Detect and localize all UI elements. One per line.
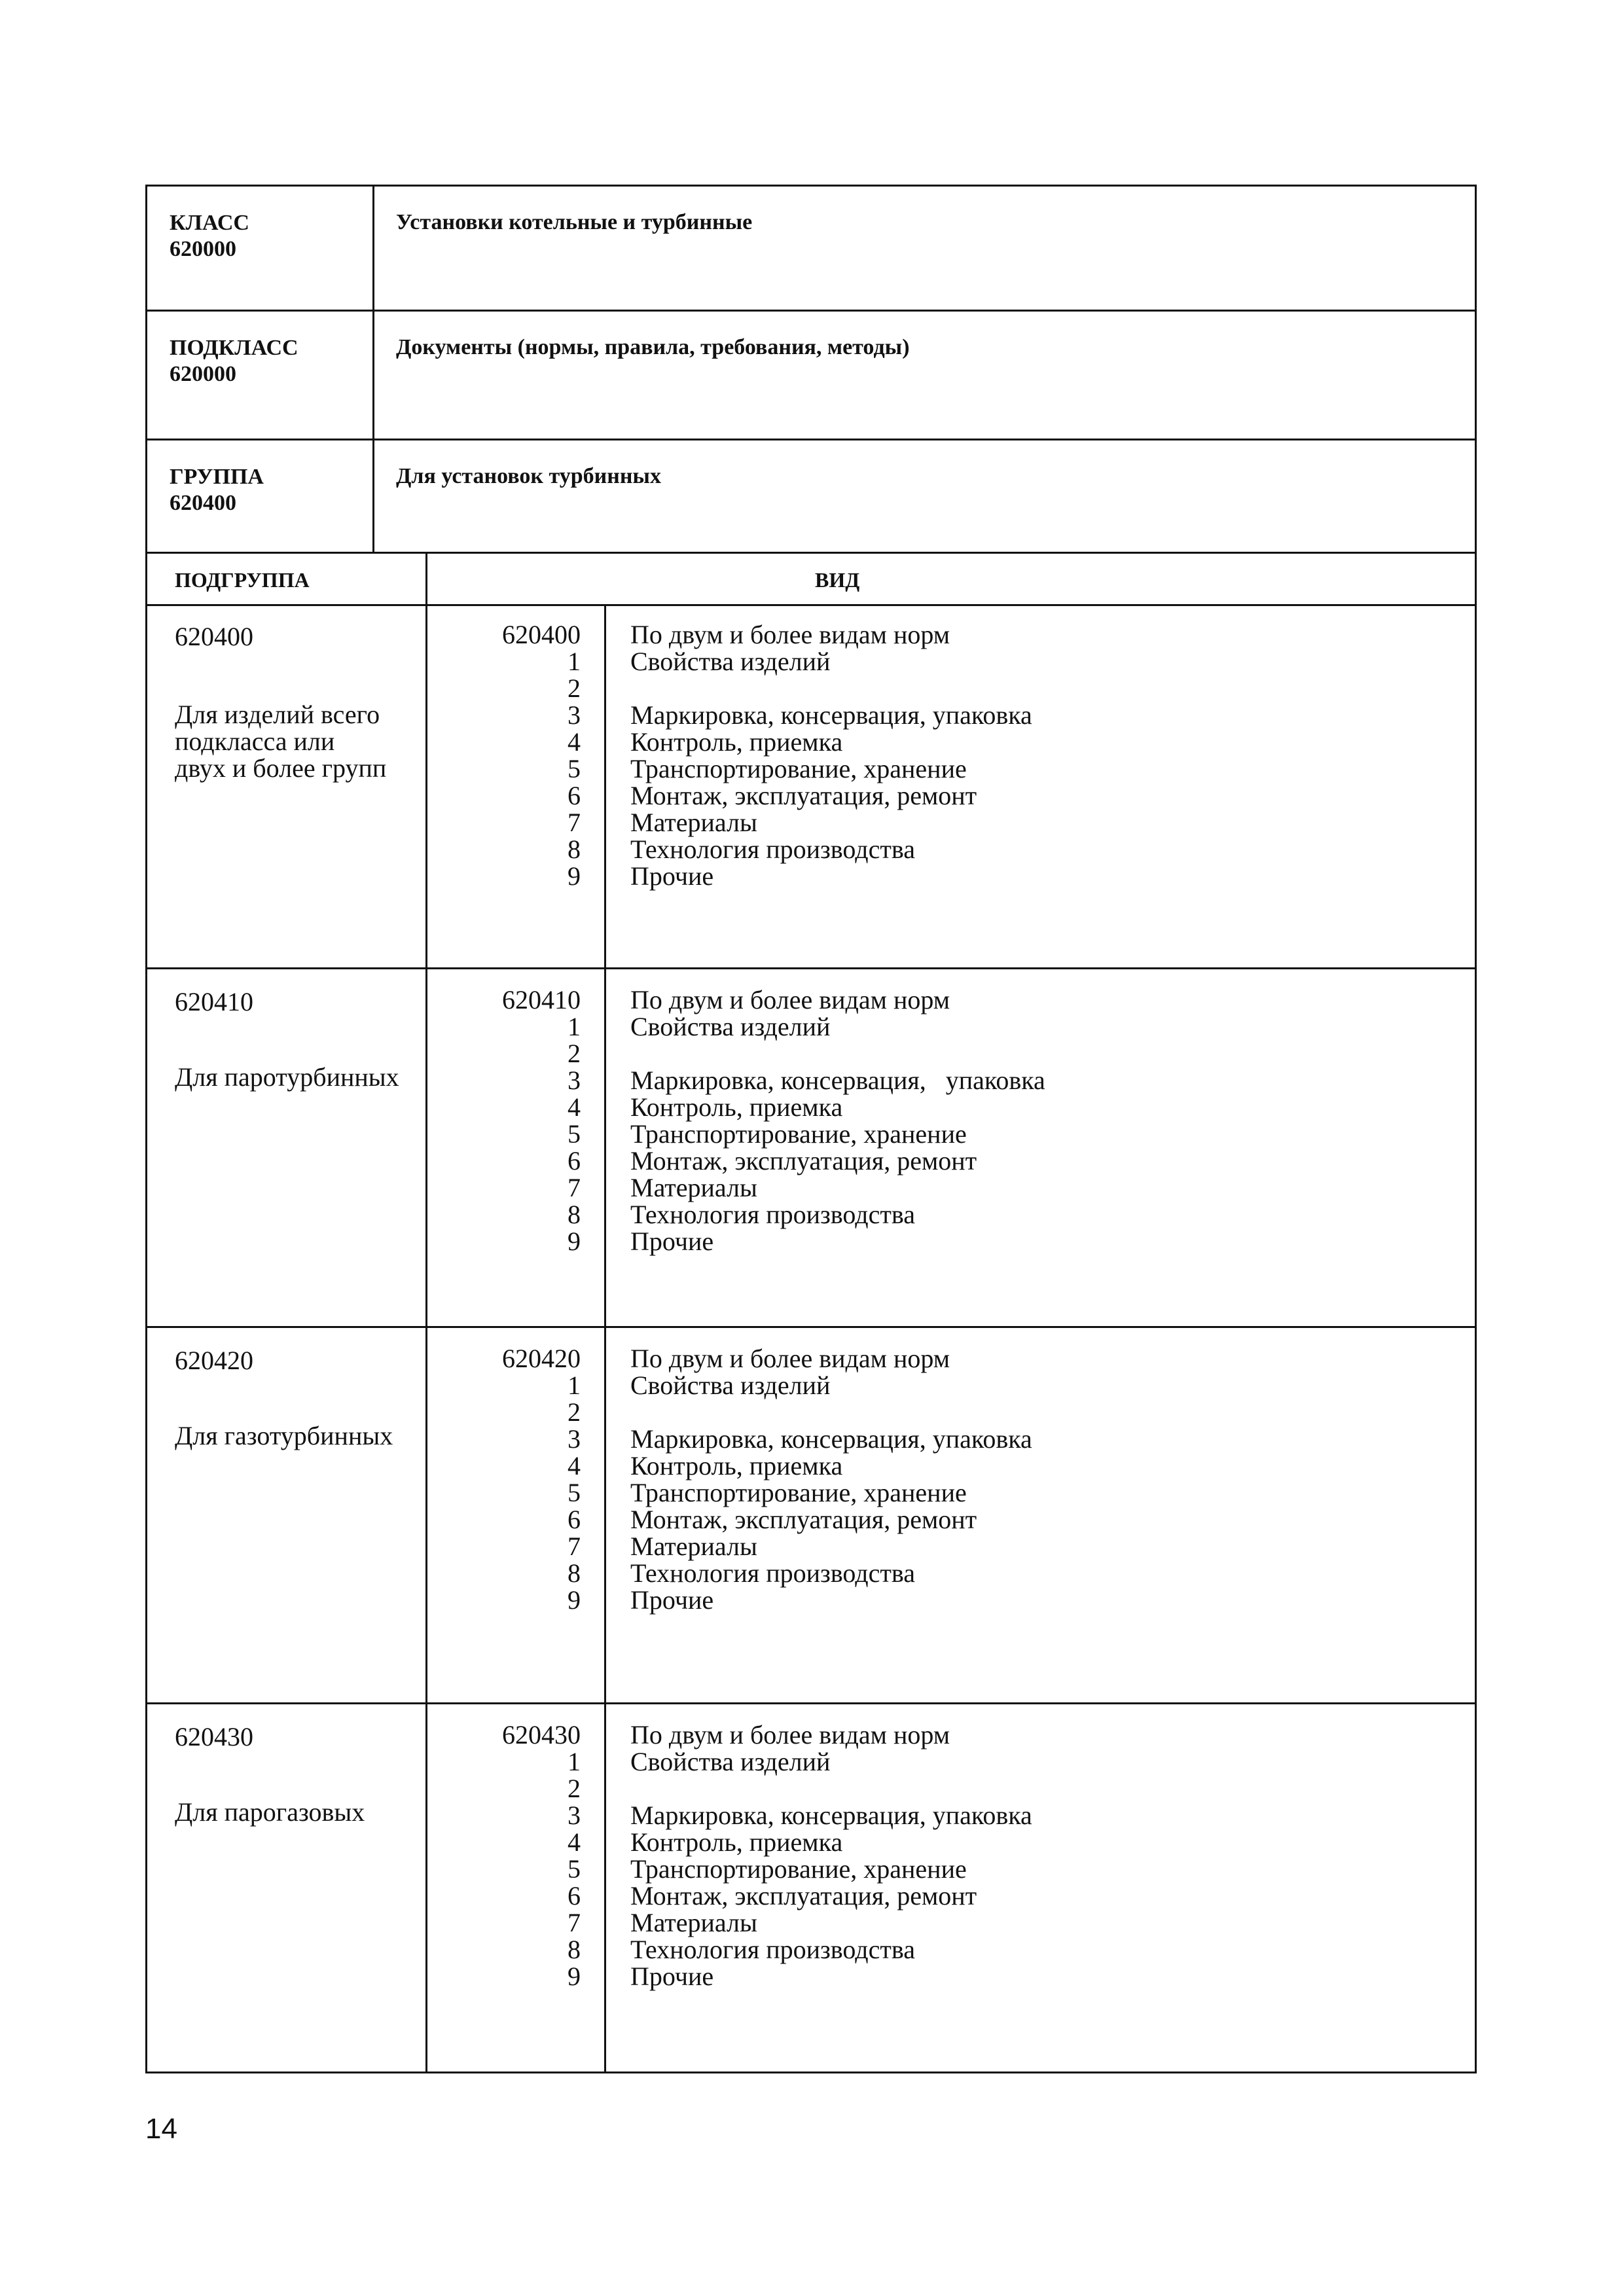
vid-code: 3 xyxy=(568,1801,581,1830)
vid-item: По двум и более видам норм xyxy=(630,985,950,1014)
vid-item: Контроль, приемка xyxy=(630,1827,843,1857)
group-label: ГРУППА xyxy=(170,465,264,489)
vid-item: Маркировка, консервация, упаковка xyxy=(630,1801,1032,1830)
vid-item: Материалы xyxy=(630,808,757,837)
vid-code: 6 xyxy=(568,1881,581,1910)
vid-item: По двум и более видам норм xyxy=(630,1720,950,1749)
vid-item xyxy=(630,675,1032,702)
vid-code: 7 xyxy=(568,808,581,837)
vid-codes xyxy=(450,1721,581,1990)
vid-code: 4 xyxy=(568,1451,581,1480)
vid-code: 620410 xyxy=(502,985,581,1014)
vid-code: 620420 xyxy=(502,1344,581,1373)
vid-item: Технология производства xyxy=(630,1935,915,1964)
class-label-cell xyxy=(170,210,249,262)
group-block xyxy=(145,439,1477,554)
vid-code: 7 xyxy=(568,1173,581,1202)
subgroup-name-line: двух и более групп xyxy=(175,753,387,783)
vid-code: 4 xyxy=(568,1092,581,1122)
vid-code: 5 xyxy=(568,754,581,783)
divider xyxy=(425,554,427,604)
group-description: Для установок турбинных xyxy=(396,464,661,488)
vid-code: 6 xyxy=(568,1146,581,1175)
vid-code: 8 xyxy=(568,1558,581,1588)
vid-code: 9 xyxy=(568,1962,581,1991)
subgroup-code: 620420 xyxy=(175,1346,253,1375)
vid-code: 2 xyxy=(568,1774,581,1803)
vid-items xyxy=(630,621,1032,889)
class-code: 620000 xyxy=(170,237,236,261)
subclass-label-cell xyxy=(170,335,298,387)
subgroup-code: 620400 xyxy=(175,622,253,651)
vid-code: 2 xyxy=(568,1397,581,1427)
vid-item: Контроль, приемка xyxy=(630,1451,843,1480)
vid-code: 5 xyxy=(568,1119,581,1149)
vid-item: Транспортирование, хранение xyxy=(630,754,967,783)
vid-code: 4 xyxy=(568,1827,581,1857)
divider xyxy=(372,440,374,552)
subgroup-name-line: Для изделий всего xyxy=(175,700,380,729)
vid-code: 2 xyxy=(568,1039,581,1068)
vid-code: 8 xyxy=(568,1200,581,1229)
vid-code: 1 xyxy=(568,1012,581,1041)
subgroup-code: 620430 xyxy=(175,1722,253,1751)
vid-code: 5 xyxy=(568,1854,581,1884)
vid-item xyxy=(630,1399,1032,1426)
subgroup-name-line: Для парогазовых xyxy=(175,1797,365,1827)
subgroup-name-line: подкласса или xyxy=(175,726,335,756)
vid-item: Монтаж, эксплуатация, ремонт xyxy=(630,1146,977,1175)
vid-item: По двум и более видам норм xyxy=(630,620,950,649)
subgroup-name xyxy=(175,701,386,781)
vid-items xyxy=(630,986,1045,1255)
class-label: КЛАСС xyxy=(170,211,249,235)
vid-codes xyxy=(450,621,581,889)
vid-item: Транспортирование, хранение xyxy=(630,1854,967,1884)
vid-code: 5 xyxy=(568,1478,581,1507)
vid-codes xyxy=(450,1345,581,1613)
vid-item: Технология производства xyxy=(630,1200,915,1229)
vid-code: 6 xyxy=(568,1505,581,1534)
subclass-block xyxy=(145,310,1477,440)
vid-item: Прочие xyxy=(630,1227,714,1256)
vid-item: Монтаж, эксплуатация, ремонт xyxy=(630,781,977,810)
table-row xyxy=(147,967,1475,1326)
vid-item: Материалы xyxy=(630,1908,757,1937)
table-header xyxy=(147,554,1475,606)
subclass-description: Документы (нормы, правила, требования, методы) xyxy=(396,335,910,359)
vid-code: 3 xyxy=(568,1424,581,1454)
vid-item xyxy=(630,1040,1045,1067)
vid-item: Маркировка, консервация, упаковка xyxy=(630,1424,1032,1454)
vid-item: По двум и более видам норм xyxy=(630,1344,950,1373)
vid-code: 3 xyxy=(568,700,581,730)
vid-code: 8 xyxy=(568,1935,581,1964)
vid-item: Материалы xyxy=(630,1173,757,1202)
vid-items xyxy=(630,1345,1032,1613)
subgroup-name xyxy=(175,1064,399,1090)
vid-code: 9 xyxy=(568,1227,581,1256)
vid-code: 2 xyxy=(568,673,581,703)
page-number: 14 xyxy=(145,2113,177,2145)
divider xyxy=(372,312,374,439)
subclass-code: 620000 xyxy=(170,362,236,386)
table-row xyxy=(147,604,1475,967)
vid-column-header: ВИД xyxy=(815,568,860,592)
subclass-label: ПОДКЛАСС xyxy=(170,336,298,360)
vid-item: Контроль, приемка xyxy=(630,1092,843,1122)
class-block xyxy=(145,185,1477,312)
vid-item: Маркировка, консервация, упаковка xyxy=(630,1066,1045,1095)
group-label-cell xyxy=(170,464,264,516)
vid-code: 7 xyxy=(568,1908,581,1937)
vid-item: Свойства изделий xyxy=(630,1012,831,1041)
vid-item: Транспортирование, хранение xyxy=(630,1119,967,1149)
table-row xyxy=(147,1702,1475,2075)
class-description: Установки котельные и турбинные xyxy=(396,210,753,234)
vid-item: Материалы xyxy=(630,1532,757,1561)
vid-code: 9 xyxy=(568,1585,581,1615)
group-code: 620400 xyxy=(170,491,236,515)
vid-item: Свойства изделий xyxy=(630,647,831,676)
vid-item: Технология производства xyxy=(630,834,915,864)
vid-item: Прочие xyxy=(630,1962,714,1991)
vid-item: Монтаж, эксплуатация, ремонт xyxy=(630,1505,977,1534)
vid-code: 620430 xyxy=(502,1720,581,1749)
subgroup-name xyxy=(175,1422,393,1449)
subgroup-table xyxy=(145,552,1477,2073)
vid-item: Монтаж, эксплуатация, ремонт xyxy=(630,1881,977,1910)
vid-item: Свойства изделий xyxy=(630,1371,831,1400)
vid-code: 7 xyxy=(568,1532,581,1561)
vid-code: 1 xyxy=(568,647,581,676)
vid-item: Свойства изделий xyxy=(630,1747,831,1776)
vid-code: 8 xyxy=(568,834,581,864)
subgroup-name xyxy=(175,1799,365,1825)
vid-item: Прочие xyxy=(630,861,714,891)
vid-item: Транспортирование, хранение xyxy=(630,1478,967,1507)
subgroup-code: 620410 xyxy=(175,987,253,1016)
vid-code: 4 xyxy=(568,727,581,757)
vid-item: Технология производства xyxy=(630,1558,915,1588)
subgroup-column-header: ПОДГРУППА xyxy=(175,568,310,592)
vid-item xyxy=(630,1775,1032,1802)
vid-code: 6 xyxy=(568,781,581,810)
subgroup-name-line: Для паротурбинных xyxy=(175,1062,399,1092)
divider xyxy=(372,187,374,310)
subgroup-name-line: Для газотурбинных xyxy=(175,1421,393,1450)
vid-item: Контроль, приемка xyxy=(630,727,843,757)
vid-code: 620400 xyxy=(502,620,581,649)
vid-code: 1 xyxy=(568,1747,581,1776)
vid-item: Маркировка, консервация, упаковка xyxy=(630,700,1032,730)
vid-code: 9 xyxy=(568,861,581,891)
vid-codes xyxy=(450,986,581,1255)
vid-code: 1 xyxy=(568,1371,581,1400)
table-row xyxy=(147,1326,1475,1702)
vid-items xyxy=(630,1721,1032,1990)
vid-item: Прочие xyxy=(630,1585,714,1615)
vid-code: 3 xyxy=(568,1066,581,1095)
